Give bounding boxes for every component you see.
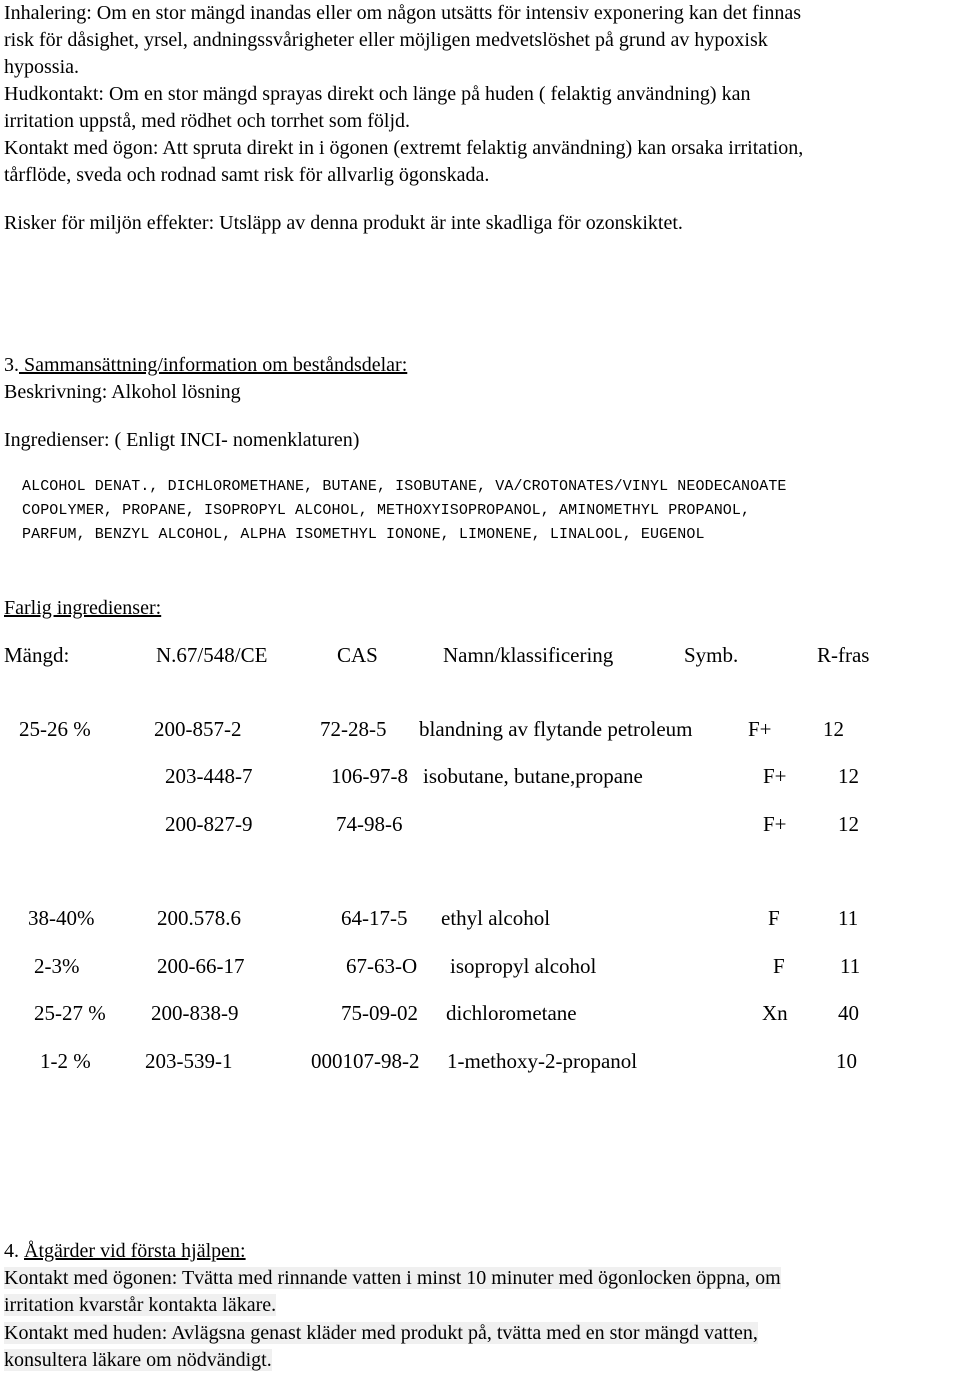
section-4-number: 4.: [4, 1240, 19, 1262]
first-aid-eyes-text-1: Kontakt med ögonen: Tvätta med rinnande vatten i minst 10 minuter med ögonlocken öppna, om: [4, 1267, 781, 1289]
row-eec: 200.578.6: [157, 906, 241, 930]
first-aid-skin-text-2: konsultera läkare om nödvändigt.: [4, 1349, 272, 1371]
ingredients-label: Ingredienser: ( Enligt INCI- nomenklaturen): [4, 429, 360, 451]
row-r-phrase: 12: [823, 717, 844, 741]
row-cas: 75-09-02: [341, 1001, 418, 1025]
inci-list-line-3: PARFUM, BENZYL ALCOHOL, ALPHA ISOMETHYL IONONE, LIMONENE, LINALOOL, EUGENOL: [22, 526, 705, 543]
row-symbol: F+: [763, 764, 787, 788]
row-r-phrase: 10: [836, 1049, 857, 1073]
row-r-phrase: 11: [840, 954, 861, 978]
row-eec: 200-838-9: [151, 1001, 239, 1025]
row-symbol: F+: [763, 812, 787, 836]
row-r-phrase: 12: [838, 764, 859, 788]
row-cas: 67-63-O: [346, 954, 418, 978]
row-symbol: F+: [748, 717, 772, 741]
skin-contact-text-1: Hudkontakt: Om en stor mängd sprayas direkt och länge på huden ( felaktig användning) kan: [4, 83, 751, 105]
section-3-title: Sammansättning/information om beståndsdelar:: [19, 354, 408, 376]
eye-contact-text-1: Kontakt med ögon: Att spruta direkt in i ögonen (extremt felaktig användning) kan orsaka irritation,: [4, 137, 804, 159]
first-aid-eyes-text-2: irritation kvarstår kontakta läkare.: [4, 1294, 277, 1316]
row-cas: 64-17-5: [341, 906, 408, 930]
row-amount: 25-27 %: [34, 1001, 106, 1025]
row-eec: 200-827-9: [165, 812, 253, 836]
row-amount: 25-26 %: [19, 717, 91, 741]
row-name: blandning av flytande petroleum: [419, 717, 693, 741]
row-symbol: F: [773, 954, 785, 978]
header-amount: Mängd:: [4, 643, 70, 667]
row-name: isopropyl alcohol: [450, 954, 597, 978]
skin-contact-text-2: irritation uppstå, med rödhet och torrhet som följd.: [4, 110, 411, 132]
header-name: Namn/klassificering: [443, 643, 614, 667]
section-3-heading: [4, 352, 407, 379]
inci-list-line-1: ALCOHOL DENAT., DICHLOROMETHANE, BUTANE, ISOBUTANE, VA/CROTONATES/VINYL NEODECANOATE: [22, 478, 787, 495]
section-4-heading: [4, 1238, 246, 1265]
row-eec: 203-539-1: [145, 1049, 233, 1073]
row-eec: 203-448-7: [165, 764, 253, 788]
eye-contact-text-2: tårflöde, sveda och rodnad samt risk för allvarlig ögonskada.: [4, 164, 490, 186]
row-cas: 72-28-5: [320, 717, 387, 741]
row-name: 1-methoxy-2-propanol: [447, 1049, 638, 1073]
description-text: Beskrivning: Alkohol lösning: [4, 381, 241, 403]
inhalation-text-1: Inhalering: Om en stor mängd inandas eller om någon utsätts för intensiv exponering kan det finnas: [4, 2, 802, 24]
row-symbol: F: [768, 906, 780, 930]
row-symbol: Xn: [762, 1001, 788, 1025]
first-aid-skin-text-1: Kontakt med huden: Avlägsna genast kläder med produkt på, tvätta med en stor mängd vatten,: [4, 1322, 758, 1344]
row-r-phrase: 12: [838, 812, 859, 836]
header-symbol: Symb.: [684, 643, 739, 667]
row-amount: 38-40%: [28, 906, 95, 930]
row-amount: 1-2 %: [40, 1049, 91, 1073]
row-amount: 2-3%: [34, 954, 80, 978]
hazardous-ingredients-heading: Farlig ingredienser:: [4, 597, 162, 619]
row-cas: 106-97-8: [331, 764, 408, 788]
inhalation-text-3: hypossia.: [4, 56, 79, 78]
row-cas: 000107-98-2: [311, 1049, 420, 1073]
header-r-phrase: R-fras: [817, 643, 870, 667]
inhalation-text-2: risk för dåsighet, yrsel, andningssvårigheter eller möjligen medvetslöshet på grund av hypoxisk: [4, 29, 768, 51]
row-cas: 74-98-6: [336, 812, 403, 836]
row-r-phrase: 40: [838, 1001, 859, 1025]
environment-risk-text: Risker för miljön effekter: Utsläpp av denna produkt är inte skadliga för ozonskiktet.: [4, 212, 683, 234]
header-eec-number: N.67/548/CE: [156, 643, 268, 667]
row-r-phrase: 11: [838, 906, 859, 930]
row-name: ethyl alcohol: [441, 906, 551, 930]
inci-list-line-2: COPOLYMER, PROPANE, ISOPROPYL ALCOHOL, METHOXYISOPROPANOL, AMINOMETHYL PROPANOL,: [22, 502, 751, 519]
row-eec: 200-66-17: [157, 954, 245, 978]
header-cas: CAS: [337, 643, 378, 667]
section-4-title: Åtgärder vid första hjälpen:: [24, 1240, 246, 1262]
row-eec: 200-857-2: [154, 717, 242, 741]
section-3-number: 3.: [4, 354, 19, 376]
row-name: dichlorometane: [446, 1001, 577, 1025]
row-name: isobutane, butane,propane: [423, 764, 643, 788]
